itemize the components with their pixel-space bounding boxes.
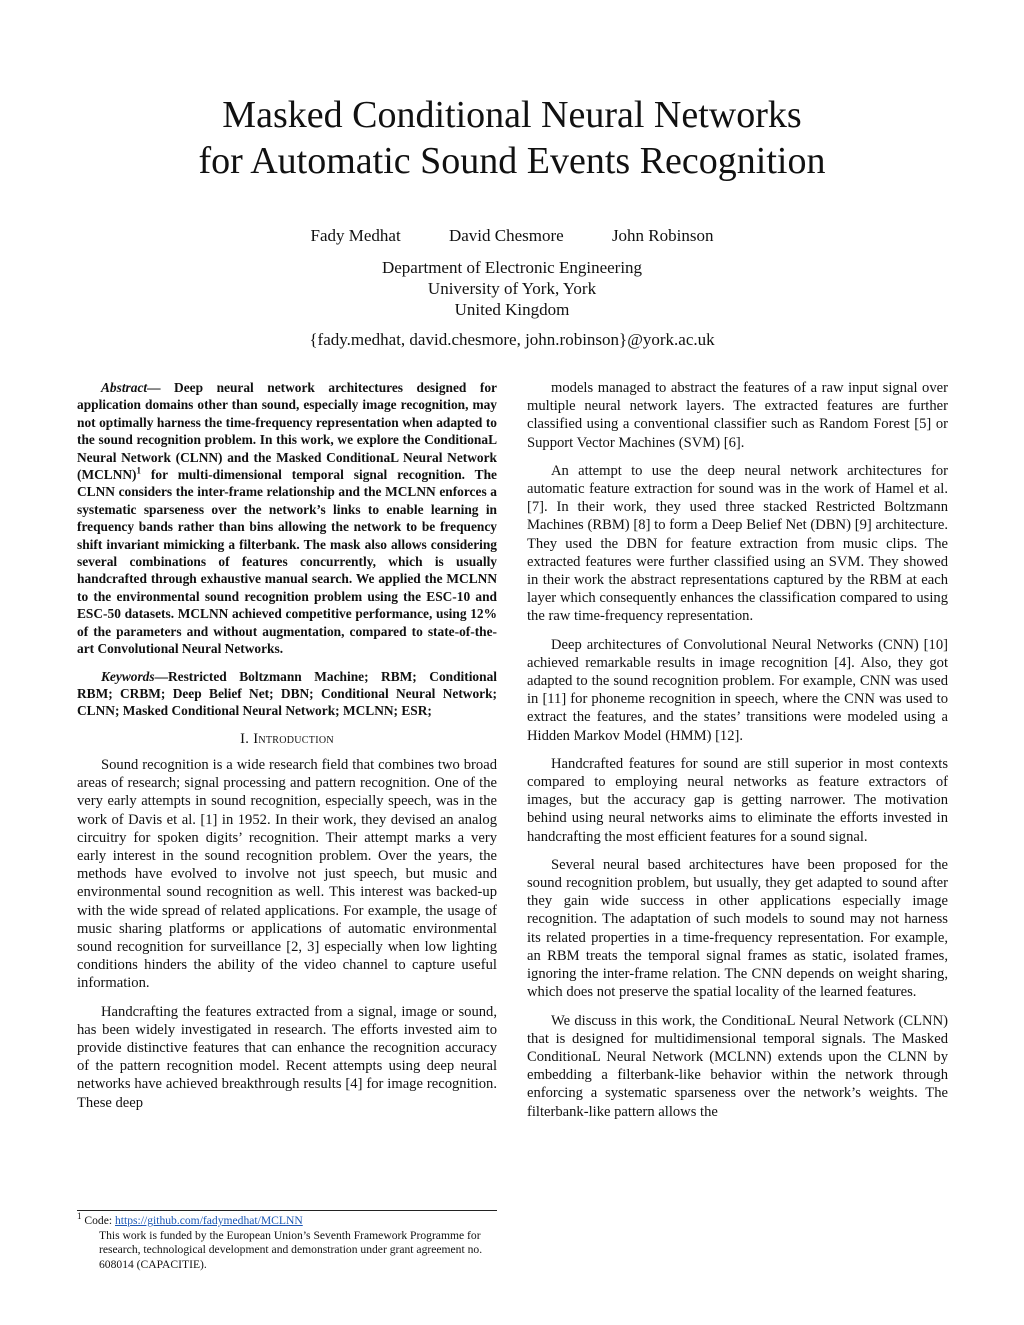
affiliation-country: United Kingdom — [454, 300, 570, 319]
footnote-number: 1 — [77, 1211, 82, 1222]
body-paragraph: An attempt to use the deep neural network architectures for automatic feature extraction for sound was in the work of Hamel et al. [7]. In their work, they used three stacked Restricted Boltzmann Machines (RBM) [8] to form a Deep Belief Net (DBN) [9] architecture. They used the DBN for feature extraction from music clips. The extracted features were further classified using an SVM. They showed in their work the abstract representations captured by the RBM at each layer which consequently enhances the classification compared to using the raw time-frequency representation. — [527, 462, 948, 625]
author-list — [0, 226, 1024, 246]
abstract-dash: — — [147, 380, 175, 395]
keywords-text: —Restricted Boltzmann Machine; RBM; Conditional RBM; CRBM; Deep Belief Net; DBN; Conditional Neural Network; CLNN; Masked Conditional Neural Network; MCLNN; ESR; — [77, 668, 497, 719]
author-name: John Robinson — [611, 226, 714, 245]
footnote-code — [77, 1211, 497, 1229]
abstract-text: Deep neural network architectures designed for application domains other than sound, especially image recognition, may not optimally harness the time-frequency representation when adapted to the sound recognition problem. In this work, we explore the ConditionaL Neural Network (CLNN) and the Masked ConditionaL Neural Network (MCLNN) — [77, 380, 497, 483]
section-number: I. — [240, 730, 254, 747]
body-paragraph: Sound recognition is a wide research field that combines two broad areas of research; signal processing and pattern recognition. One of the very early attempts in sound recognition, especially speech, was in the work of Davis et al. [1] in 1952. In their work, they devised an analog circuitry for spoken digits’ recognition. Their attempt marks a very early interest in the sound recognition problem. Over the years, the methods have evolved to involve not just speech, but music and environmental sound recognition as well. This interest was backed-up with the wide spread of related applications. For example, the usage of music sharing platforms or applications of automatic environmental sound recognition for surveillance [2, 3] especially when low lighting conditions hinders the ability of the video channel to capture useful information. — [77, 756, 497, 992]
footnotes — [77, 1211, 497, 1272]
left-column — [77, 379, 497, 1122]
author-name: Fady Medhat — [310, 226, 401, 245]
footnote-marker: 1 — [136, 465, 141, 476]
author-emails: {fady.medhat, david.chesmore, john.robinson}@york.ac.uk — [309, 330, 715, 349]
body-paragraph: We discuss in this work, the ConditionaL Neural Network (CLNN) that is designed for multidimensional temporal signals. The Masked ConditionaL Neural Network (MCLNN) extends upon the CLNN by embedding a filterbank-like behavior within the network through enforcing a systematic sparseness over the network’s weights. The filterbank-like pattern allows the — [527, 1012, 948, 1120]
code-repository-link[interactable]: https://github.com/fadymedhat/MCLNN — [115, 1214, 303, 1227]
keywords-label: Keywords — [101, 668, 155, 684]
section-title: Introduction — [253, 730, 334, 747]
body-paragraph: Handcrafting the features extracted from a signal, image or sound, has been widely investigated in research. The efforts invested aim to provide distinctive features that can enhance the recognition accuracy of the pattern recognition model. Recent attempts using deep neural networks have achieved breakthrough results [4] for image recognition. These deep — [77, 1003, 497, 1111]
body-paragraph: Handcrafted features for sound are still superior in most contexts compared to employing neural networks as feature extractors of images, but the accuracy gap is getting narrower. The motivation behind using neural networks aims to eliminate the efforts invested in handcrafting the most efficient features for a sound signal. — [527, 755, 948, 845]
title-line-1: Masked Conditional Neural Networks — [222, 94, 802, 136]
abstract — [77, 379, 497, 658]
footnote-code-label: Code: — [81, 1214, 115, 1227]
title-line-2: for Automatic Sound Events Recognition — [198, 140, 826, 182]
body-paragraph: Several neural based architectures have been proposed for the sound recognition problem, but usually, they get adapted to sound after they gain wide success in other applications especially image recognition. The adaptation of such models to sound may not harness its related properties in a time-frequency representation. For example, an RBM treats the temporal signal frames as static, isolated frames, ignoring the inter-frame relation. The CNN depends on weight sharing, which does not preserve the spatial locality of the learned features. — [527, 856, 948, 1001]
affiliation-university: University of York, York — [427, 279, 597, 298]
affiliation — [0, 257, 1024, 320]
author-name: David Chesmore — [448, 226, 564, 245]
affiliation-department: Department of Electronic Engineering — [381, 258, 643, 277]
right-column — [527, 379, 948, 1131]
paper-title — [0, 92, 1024, 184]
footnote-divider — [77, 1210, 497, 1211]
keywords — [77, 668, 497, 720]
abstract-label: Abstract — [101, 380, 148, 395]
body-paragraph: Deep architectures of Convolutional Neural Networks (CNN) [10] achieved remarkable results in image recognition [4]. Also, they got adapted to the sound recognition problem. For example, CNN was used in [11] for phoneme recognition in speech, where the CNN was used to extract the features, and the states’ transitions were modeled using a Hidden Markov Model (HMM) [12]. — [527, 636, 948, 744]
abstract-text-continued: for multi-dimensional temporal signal recognition. The CLNN considers the inter-frame relationship and the MCLNN enforces a systematic sparseness over the network’s links to enable learning in frequency bands rather than bins allowing the network to be frequency shift invariant mimicking a filterbank. The mask also allows considering several combinations of features concurrently, which is usually handcrafted through exhaustive manual search. We applied the MCLNN to the environmental sound recognition problem using the ESC-10 and ESC-50 datasets. MCLNN achieved competitive performance, using 12% of the parameters and without augmentation, compared to state-of-the-art Convolutional Neural Networks. — [77, 467, 497, 657]
body-paragraph: models managed to abstract the features of a raw input signal over multiple neural network layers. The extracted features are further classified using a conventional classifier such as Random Forest [5] or Support Vector Machines (SVM) [6]. — [527, 380, 948, 451]
section-heading-introduction — [77, 730, 497, 748]
funding-note: This work is funded by the European Union’s Seventh Framework Programme for research, technological development and demonstration under grant agreement no. 608014 (CAPACITIE). — [99, 1228, 483, 1271]
